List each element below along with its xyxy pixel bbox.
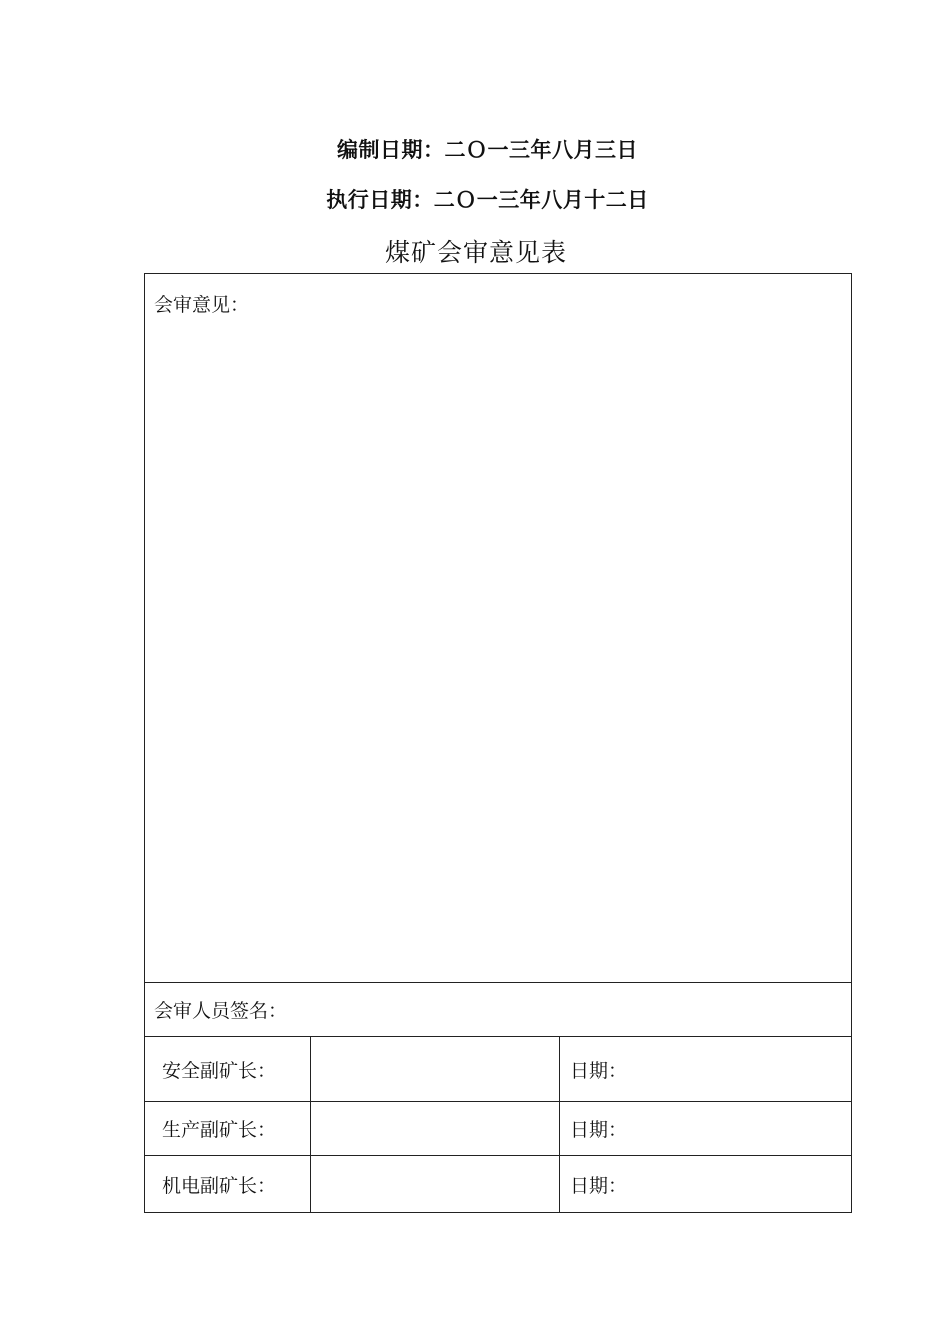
date-label-safety: 日期： — [570, 1059, 628, 1082]
exec-date-label: 执行日期： — [326, 187, 434, 212]
signature-field-electromechanical[interactable] — [311, 1156, 560, 1213]
signers-row — [145, 983, 852, 1037]
compile-date-value: 二Ｏ一三年八月三日 — [444, 137, 638, 162]
date-field-production[interactable] — [560, 1102, 852, 1156]
exec-date-line — [0, 184, 950, 214]
role-label-production: 生产副矿长： — [145, 1102, 311, 1156]
date-label-production: 日期： — [570, 1119, 628, 1141]
form-title: 煤矿会审意见表 — [384, 238, 567, 267]
signature-field-production[interactable] — [311, 1102, 560, 1156]
date-field-electromechanical[interactable] — [560, 1156, 852, 1213]
exec-date-value: 二Ｏ一三年八月十二日 — [433, 187, 649, 212]
signature-field-safety[interactable] — [311, 1037, 560, 1102]
review-table — [144, 273, 852, 1213]
compile-date-line — [0, 134, 950, 164]
signer-row-electromechanical — [145, 1156, 852, 1213]
opinion-label: 会审意见： — [154, 294, 250, 316]
signer-row-safety — [145, 1037, 852, 1102]
signer-row-production — [145, 1102, 852, 1156]
opinion-area[interactable] — [145, 274, 852, 983]
compile-date-label: 编制日期： — [337, 137, 445, 162]
role-label-electromechanical: 机电副矿长： — [145, 1156, 311, 1213]
date-label-electromechanical: 日期： — [570, 1174, 628, 1197]
signers-label: 会审人员签名： — [145, 983, 852, 1037]
opinion-row — [145, 274, 852, 983]
date-field-safety[interactable] — [560, 1037, 852, 1102]
role-label-safety: 安全副矿长： — [145, 1037, 311, 1102]
